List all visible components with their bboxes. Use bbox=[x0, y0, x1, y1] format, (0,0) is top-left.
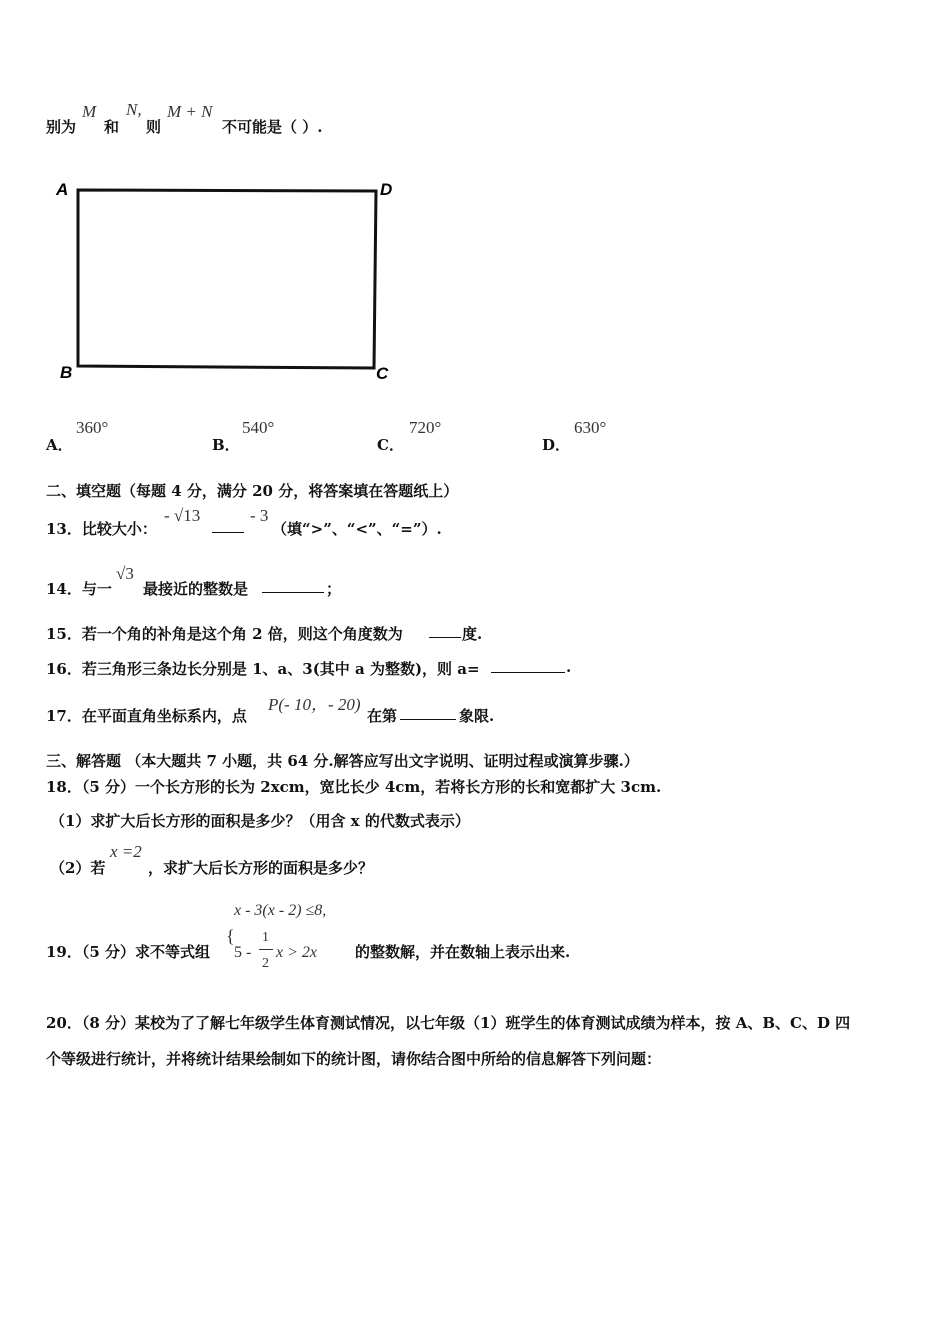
q13-right-expr: - 3 bbox=[250, 506, 269, 525]
option-b-value: 540° bbox=[242, 418, 275, 437]
q14-prefix: 14．与一 bbox=[46, 580, 112, 598]
corner-d-label: D bbox=[380, 180, 393, 199]
q18-part2-suffix: ，求扩大后长方形的面积是多少？ bbox=[148, 859, 374, 877]
q19-inequality-2-tail: x > 2x bbox=[276, 944, 317, 961]
section3-header: 三、解答题 （本大题共 7 小题，共 64 分.解答应写出文字说明、证明过程或演算步骤.） bbox=[46, 752, 639, 770]
q18-part1: （1）求扩大后长方形的面积是多少？（用含 x 的代数式表示） bbox=[50, 812, 470, 830]
q19-fraction-denominator: 2 bbox=[262, 956, 269, 971]
option-c-value: 720° bbox=[409, 418, 442, 437]
q12-then: 则 bbox=[146, 118, 162, 136]
q20-line-2: 个等级进行统计，并将统计结果绘制如下的统计图，请你结合图中所给的信息解答下列问题： bbox=[46, 1050, 662, 1068]
q14-end: ； bbox=[326, 580, 342, 598]
q12-expr: M + N bbox=[167, 102, 213, 121]
q15-answer-blank[interactable] bbox=[429, 623, 461, 638]
q12-prefix: 别为 bbox=[46, 118, 77, 136]
q15-prefix: 15．若一个角的补角是这个角 2 倍，则这个角度数为 bbox=[46, 625, 403, 643]
q16-suffix: . bbox=[566, 658, 572, 676]
q13-answer-blank[interactable] bbox=[212, 518, 244, 533]
q19-prefix: 19．（5 分）求不等式组 bbox=[46, 943, 211, 961]
q19-inequality-1: x - 3(x - 2) ≤8, bbox=[234, 902, 327, 919]
q13-left-expr: - √13 bbox=[164, 506, 201, 525]
q17-suffix: 象限. bbox=[459, 707, 495, 725]
option-c-letter: C． bbox=[377, 436, 404, 454]
q16-answer-blank[interactable] bbox=[491, 658, 565, 673]
q13-suffix: （填“>”、“<”、“=”）. bbox=[272, 520, 442, 538]
q18-part2-equation: x =2 bbox=[110, 842, 142, 861]
q14-answer-blank[interactable] bbox=[262, 578, 324, 593]
q18-part2-prefix: （2）若 bbox=[50, 859, 106, 877]
q19-fraction-numerator: 1 bbox=[262, 930, 269, 945]
q16-prefix: 16．若三角形三条边长分别是 1、a、3(其中 a 为整数)，则 a= bbox=[46, 660, 480, 678]
section2-header: 二、填空题（每题 4 分，满分 20 分，将答案填在答题纸上） bbox=[46, 482, 459, 500]
q12-and: 和 bbox=[104, 118, 120, 136]
q17-prefix: 17．在平面直角坐标系内，点 bbox=[46, 707, 247, 725]
q12-symbol-n: N, bbox=[126, 100, 142, 119]
q18-stem: 18．（5 分）一个长方形的长为 2xcm，宽比长少 4cm，若将长方形的长和宽都扩大 3cm. bbox=[46, 778, 662, 796]
q17-answer-blank[interactable] bbox=[400, 705, 456, 720]
q19-brace: { bbox=[226, 926, 235, 946]
corner-a-label: A bbox=[56, 180, 69, 199]
option-b-letter: B． bbox=[212, 436, 240, 454]
option-a-value: 360° bbox=[76, 418, 109, 437]
corner-c-label: C bbox=[376, 364, 389, 383]
q17-mid: 在第 bbox=[367, 707, 398, 725]
q13-prefix: 13．比较大小： bbox=[46, 520, 157, 538]
q20-line-1: 20．（8 分）某校为了了解七年级学生体育测试情况，以七年级（1）班学生的体育测试成绩为样本，按 A、B、C、D 四 bbox=[46, 1014, 851, 1032]
q12-suffix: 不可能是（ ）. bbox=[222, 118, 323, 136]
option-a-letter: A． bbox=[46, 436, 73, 454]
rectangle-figure bbox=[50, 170, 410, 390]
q15-suffix: 度. bbox=[462, 625, 483, 643]
corner-b-label: B bbox=[60, 363, 73, 382]
q14-root: √3 bbox=[116, 564, 134, 583]
option-d-letter: D． bbox=[542, 436, 571, 454]
q19-suffix: 的整数解，并在数轴上表示出来. bbox=[355, 943, 571, 961]
q19-inequality-2-lead: 5 - bbox=[234, 944, 252, 961]
q12-symbol-m: M bbox=[82, 102, 97, 121]
option-d-value: 630° bbox=[574, 418, 607, 437]
q19-fraction-bar bbox=[259, 949, 273, 950]
q14-suffix: 最接近的整数是 bbox=[143, 580, 249, 598]
q17-point: P(- 10，- 20) bbox=[268, 695, 361, 714]
rectangle-shape bbox=[78, 190, 376, 368]
